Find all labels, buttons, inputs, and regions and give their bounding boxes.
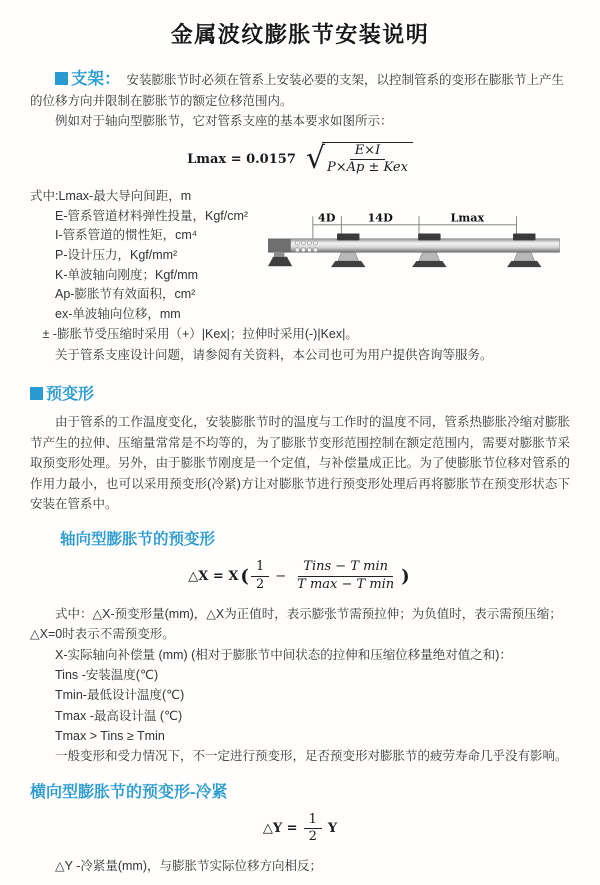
dimension-label-lmax: Lmax — [450, 211, 485, 225]
definition-line: P-设计压力，Kgf/mm² — [55, 248, 178, 263]
support-example-text: 例如对于轴向型膨胀节，它对管系支座的基本要求如图所示： — [55, 114, 393, 128]
axial-note-line: 一般变形和受力情况下，不一定进行预变形，足否预变形对膨胀节的疲劳寿命几乎没有影响。 — [55, 749, 568, 764]
axial-definition-line: Tmin-最低设计温度(℃) — [55, 688, 185, 703]
pipe-support-diagram — [268, 211, 570, 324]
fraction-numerator: Tins − T min — [298, 559, 393, 577]
definitions-and-diagram — [30, 187, 570, 324]
dimension-label-4d: 4D — [317, 211, 336, 225]
support-intro-paragraph — [30, 69, 570, 111]
support-intro-text: 安装膨胀节时必须在管系上安装必要的支架，以控制管系的变形在膨胀节上产生的位移方向并限制在膨胀节的额定位移范围内。 — [30, 73, 565, 108]
symbol-definitions-list — [30, 187, 268, 324]
plus-minus-note: ± -膨胀节受压缩时采用（+）|Kex|；拉伸时采用(-)|Kex|。 — [42, 327, 358, 342]
definition-line: E-管系管道材料弹性投量，Kgf/cm² — [55, 208, 249, 223]
lateral-formula-rhs: Y — [327, 821, 338, 837]
axial-definition-line: Tins -安装温度(℃) — [55, 668, 159, 683]
lateral-preform-heading: 横向型膨胀节的预变形-冷紧 — [30, 783, 228, 801]
fraction-denominator: P×Ap ± Kex — [327, 160, 408, 176]
lateral-note: △Y -冷紧量(mm)，与膨胀节实际位移方向相反； — [55, 859, 323, 874]
dimension-label-14d: 14D — [367, 211, 393, 225]
definition-line: Ap-膨胀节有效面积，cm² — [55, 287, 196, 302]
preform-heading-label: 预变形 — [46, 386, 95, 404]
fraction-denominator: 2 — [255, 576, 265, 592]
axial-explain-paragraph: 式中：△X-预变形量(mm)，△X为正值时，表示膨张节需预拉伸；为负值时，表示需预压缩；△X=0时表示不需预变形。 — [30, 606, 562, 642]
anchor-support — [268, 240, 292, 267]
blue-square-icon — [30, 387, 43, 400]
definition-line: I-管系管道的惯性矩，cm⁴ — [55, 228, 198, 243]
axial-formula-lhs: △X = X — [188, 568, 239, 584]
radical-icon: √ — [305, 141, 325, 177]
fraction-numerator: E×I — [350, 143, 386, 161]
preform-section-heading — [30, 381, 570, 404]
fraction-denominator: T max − T min — [297, 576, 395, 592]
axial-definition-line: Tmax > Tins ≥ Tmin — [55, 728, 165, 743]
definition-line: 式中:Lmax-最大导向间距，m — [30, 189, 192, 204]
preform-paragraph: 由于管系的工作温度变化，安装膨胀节时的温度与工作时的温度不同，管系热膨胀冷缩对膨胀节产生的拉伸、压缩量常常是不均等的，为了膨胀节变形范围控制在额定范围内，需要对膨胀节采取预变形处理。另外，由于膨胀节刚度是一个定值，与补偿量成正比。为了使膨胀节位移对管系的作用力最小，也可以采用预变形(冷紧)方让对膨胀节进行预变形处理后再将膨胀节在预变形状态下安装在管系中。 — [30, 415, 570, 512]
one-half-fraction — [304, 812, 322, 847]
fraction-numerator: 1 — [304, 812, 322, 830]
pipe-support-diagram-svg — [268, 211, 570, 293]
definition-line: ex-单波轴向位移，mm — [55, 306, 181, 321]
blue-square-icon — [55, 72, 68, 85]
axial-preform-heading: 轴向型膨胀节的预变形 — [60, 530, 216, 548]
support-heading-label: 支架： — [71, 70, 121, 88]
fraction-numerator: 1 — [251, 559, 269, 577]
support-section-heading — [55, 70, 121, 88]
close-paren: ) — [401, 565, 410, 587]
open-paren: ( — [240, 565, 249, 587]
page-title: 金属波纹膨胀节安装说明 — [170, 22, 430, 47]
service-note: 关于管系支座设计问题，请参阅有关资料，本公司也可为用户提供咨询等服务。 — [55, 347, 493, 362]
temperature-fraction — [292, 559, 399, 594]
lmax-formula-prefix: Lmax = 0.0157 — [187, 151, 296, 167]
axial-preform-formula — [30, 559, 570, 594]
one-half-fraction — [251, 559, 269, 594]
axial-definition-line: Tmax -最高设计温 (℃) — [55, 708, 183, 723]
definition-line: K-单波轴向刚度；Kgf/mm — [55, 267, 199, 282]
fraction-denominator: 2 — [308, 829, 317, 845]
minus-sign: − — [275, 568, 287, 584]
lateral-formula-lhs: △Y = — [262, 821, 298, 837]
lateral-preform-formula — [30, 812, 570, 847]
axial-definition-line: X-实际轴向补偿量 (mm) (相对于膨胀节中间状态的拉伸和压缩位移量绝对值之和)： — [55, 647, 512, 662]
lmax-formula-fraction — [322, 142, 413, 178]
lmax-formula — [30, 142, 570, 178]
